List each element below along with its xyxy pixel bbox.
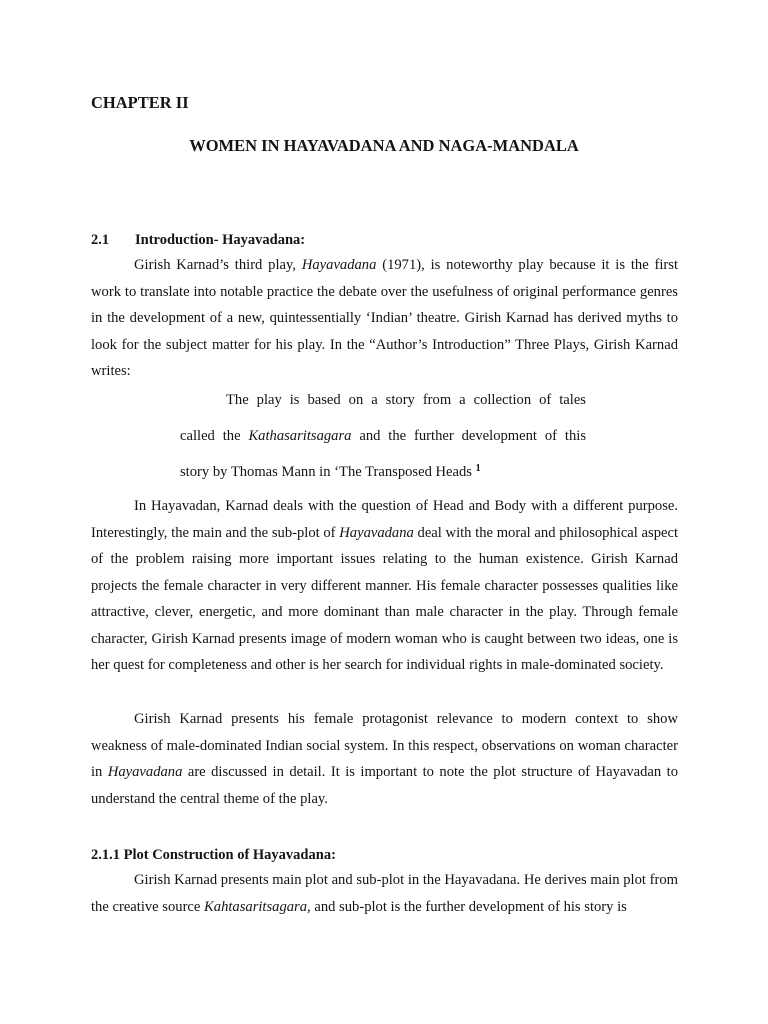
paragraph-text: deal with the moral and philosophical aspect of the problem raising more important issues relating to the human existence. Girish Karnad projects the female character in very different manner. His female character possesses qualities like attractive, clever, energetic, and more dominant than male character in the play. Through female character, Girish Karnad presents image of modern woman who is caught between two ideas, one is her quest for completeness and other is her search for individual rights in male-dominated society. — [91, 524, 678, 673]
paragraph-text: are discussed in detail. It is important to note the plot structure of Hayavadan to understand the central theme of the play. — [91, 764, 679, 807]
source-title-italic: Kahtasaritsagara, — [204, 898, 311, 915]
quote-italic: Kathasaritsagara — [248, 428, 352, 444]
paragraph-text: (1971), is noteworthy play because it is the first work to translate into notable practice the debate over the usefulness of original performance genres in the development of a new, quintessentially ‘Indian’ theatre. Girish Karnad has derived myths to look for the subject matter for his play. In the “Author’s Introduction” Three Plays, Girish Karnad writes: — [91, 257, 678, 379]
quote-line-3 — [180, 454, 586, 490]
section-number: 2.1 — [91, 232, 110, 248]
paragraph-text: In Hayavadan, Karnad deals with the question of Head and Body with a different purpose. Interestingly, the main and the sub-plot of — [91, 498, 678, 541]
paragraph-text: and sub-plot is the further development of his story is — [310, 898, 627, 915]
footnote-marker: 1 — [475, 463, 481, 474]
quote-text: called the — [180, 428, 249, 444]
quote-line-1: The play is based on a story from a collection of tales — [226, 392, 586, 408]
body-paragraph-2 — [91, 493, 678, 679]
chapter-title: WOMEN IN HAYAVADANA AND NAGA-MANDALA — [189, 136, 579, 155]
chapter-label: CHAPTER II — [91, 93, 189, 112]
body-paragraph-3 — [91, 706, 678, 812]
quote-text: and the further development of this — [351, 428, 586, 444]
paragraph-text: Girish Karnad’s third play, — [134, 257, 302, 273]
block-quote — [180, 382, 586, 490]
section-title: Introduction- Hayavadana: — [135, 232, 306, 248]
quote-text: story by Thomas Mann in ‘The Transposed Heads — [180, 464, 476, 480]
play-title-italic: Hayavadana — [339, 524, 414, 541]
play-title-italic: Hayavadana — [301, 257, 377, 273]
quote-line-2 — [180, 418, 586, 454]
section-heading-2-1 — [91, 232, 305, 249]
plot-paragraph — [91, 867, 678, 920]
paragraph-text: Girish Karnad presents his female protagonist relevance to modern context to show weakness of male-dominated Indian social system. In this respect, observations on woman character in — [91, 711, 678, 780]
paragraph-text: Girish Karnad presents main plot and sub-plot in the Hayavadana. He derives main plot from the creative source — [91, 872, 678, 915]
play-title-italic: Hayavadana — [107, 764, 183, 780]
section-heading-2-1-1: 2.1.1 Plot Construction of Hayavadana: — [91, 847, 336, 863]
intro-paragraph — [91, 252, 678, 385]
